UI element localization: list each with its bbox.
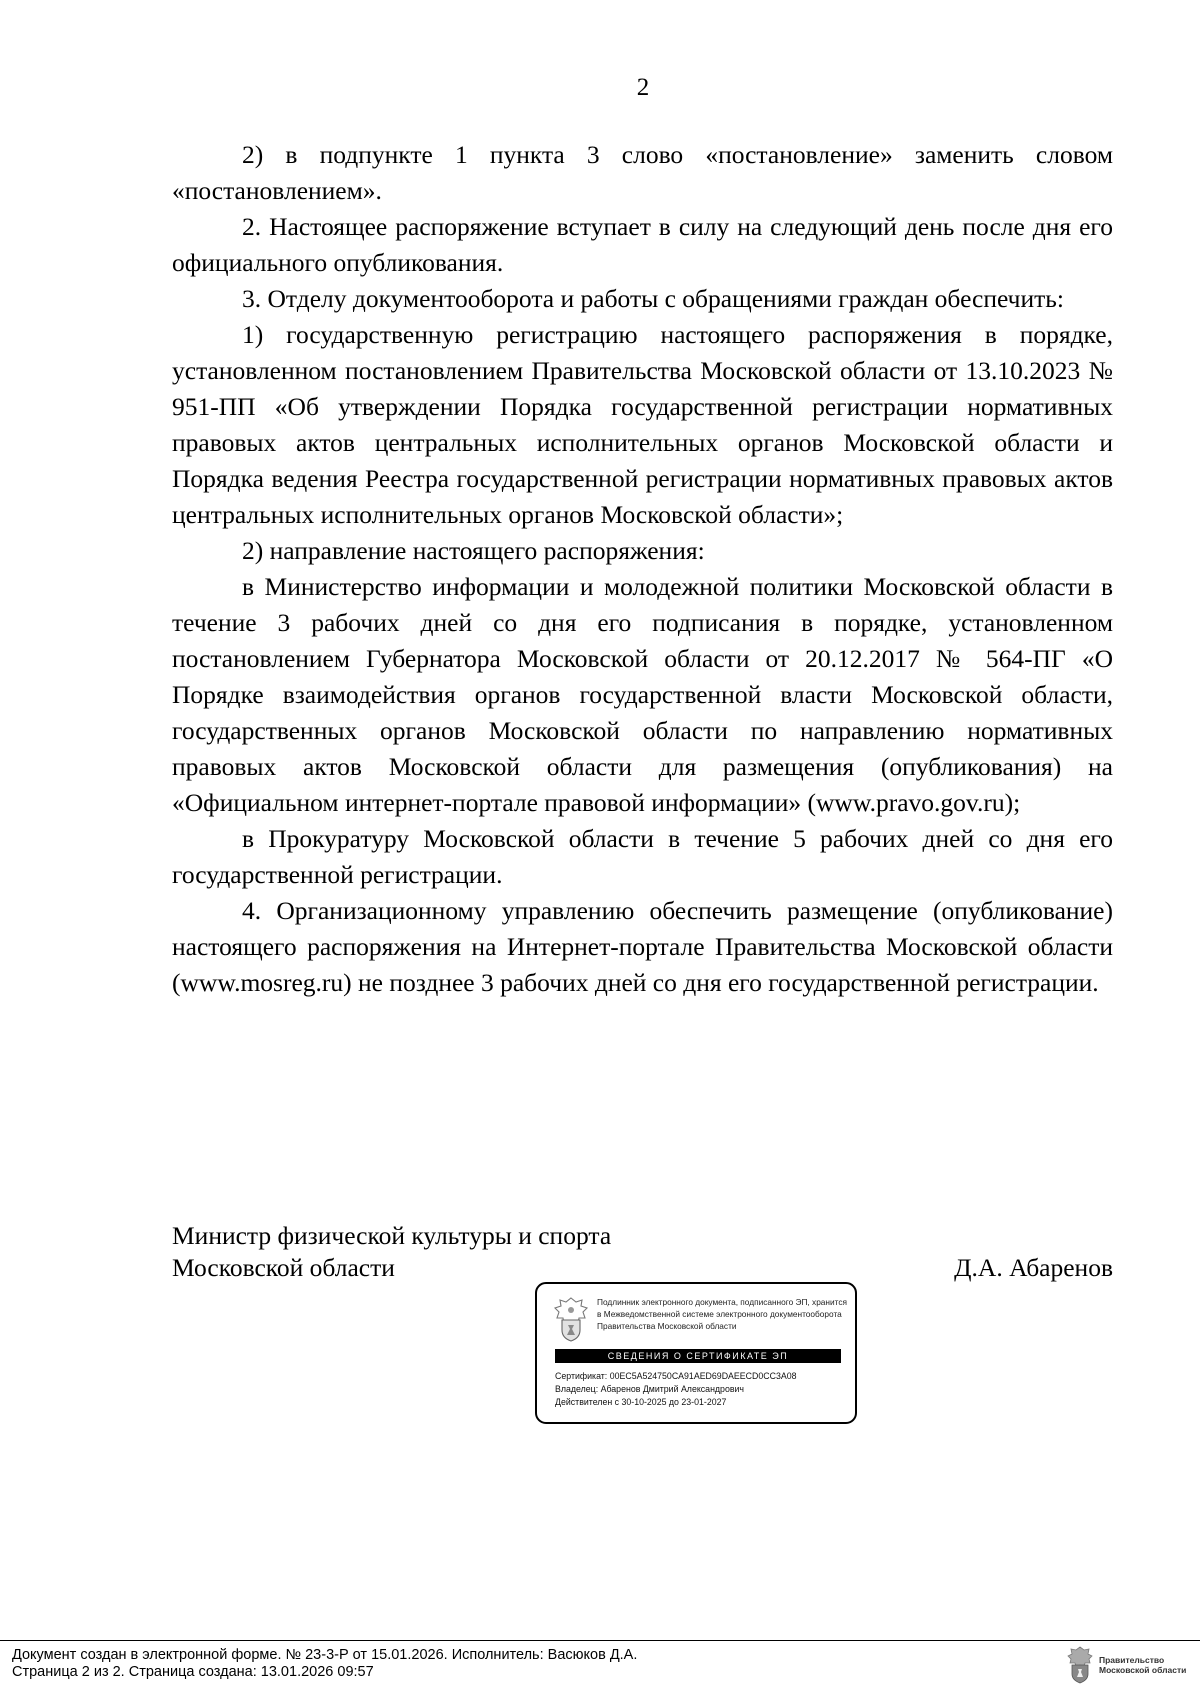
signer-name: Д.А. Абаренов	[954, 1253, 1113, 1282]
government-logo	[1066, 1644, 1196, 1688]
page-number: 2	[636, 74, 650, 101]
certificate-owner: Владелец: Абаренов Дмитрий Александрович	[555, 1384, 745, 1394]
logo-text-line2: Московской области	[1099, 1665, 1187, 1675]
paragraph: 2. Настоящее распоряжение вступает в силу на следующий день после дня его официального опубликования.	[172, 212, 1113, 277]
paragraph: 4. Организационному управлению обеспечить размещение (опубликование) настоящего распоряжения на Интернет-портале Правительства Московской области (www.mosreg.ru) не позднее 3 рабочих дней со дня его государственной регистрации.	[172, 896, 1113, 997]
coat-of-arms-icon	[551, 1296, 591, 1342]
government-emblem-icon	[1066, 1646, 1094, 1684]
footer-info	[12, 1647, 1012, 1681]
footer-document-info: Документ создан в электронной форме. № 23-3-Р от 15.01.2026. Исполнитель: Васюков Д.А.	[12, 1647, 638, 1663]
footer-page-info: Страница 2 из 2. Страница создана: 13.01.2026 09:57	[12, 1664, 374, 1680]
paragraph: 2) в подпункте 1 пункта 3 слово «постановление» заменить словом «постановлением».	[172, 140, 1113, 205]
signer-organization: Московской области	[172, 1253, 395, 1282]
document-body	[172, 137, 1113, 1001]
stamp-header: СВЕДЕНИЯ О СЕРТИФИКАТЕ ЭП	[555, 1349, 841, 1363]
paragraph: 1) государственную регистрацию настоящего распоряжения в порядке, установленном постановлением Правительства Московской области от 13.10.2023 № 951-ПП «Об утверждении Порядка государственной регистрации нормативных правовых актов центральных исполнительных органов Московской области и Порядка ведения Реестра государственной регистрации нормативных правовых актов центральных исполнительных органов Московской области»;	[172, 320, 1113, 529]
certificate-validity: Действителен с 30-10-2025 до 23-01-2027	[555, 1397, 727, 1407]
stamp-note: Подлинник электронного документа, подписанного ЭП, хранится в Межведомственной системе электронного документооборота Правительства Московской области	[597, 1297, 847, 1331]
paragraph: 2) направление настоящего распоряжения:	[242, 536, 705, 565]
signer-position: Министр физической культуры и спорта	[172, 1221, 612, 1250]
certificate-details	[555, 1370, 853, 1409]
paragraph: в Министерство информации и молодежной политики Московской области в течение 3 рабочих дней со дня его подписания в порядке, установленном постановлением Губернатора Московской области от 20.12.2017 № 564-ПГ «О Порядке взаимодействия органов государственной власти Московской области, государственных органов Московской области по направлению нормативных правовых актов Московской области для размещения (опубликования) на «Официальном интернет-портале правовой информации» (www.pravo.gov.ru);	[172, 572, 1113, 817]
government-logo-text	[1099, 1655, 1195, 1675]
paragraph: в Прокуратуру Московской области в течение 5 рабочих дней со дня его государственной регистрации.	[172, 824, 1113, 889]
electronic-signature-stamp	[535, 1282, 857, 1424]
paragraph: 3. Отделу документооборота и работы с обращениями граждан обеспечить:	[242, 284, 1065, 313]
footer-divider	[0, 1640, 1200, 1641]
logo-text-line1: Правительство	[1099, 1655, 1165, 1665]
signature-block	[172, 1220, 1113, 1284]
certificate-number: Сертификат: 00EC5A524750CA91AED69DAEECD0CC3A08	[555, 1371, 797, 1381]
